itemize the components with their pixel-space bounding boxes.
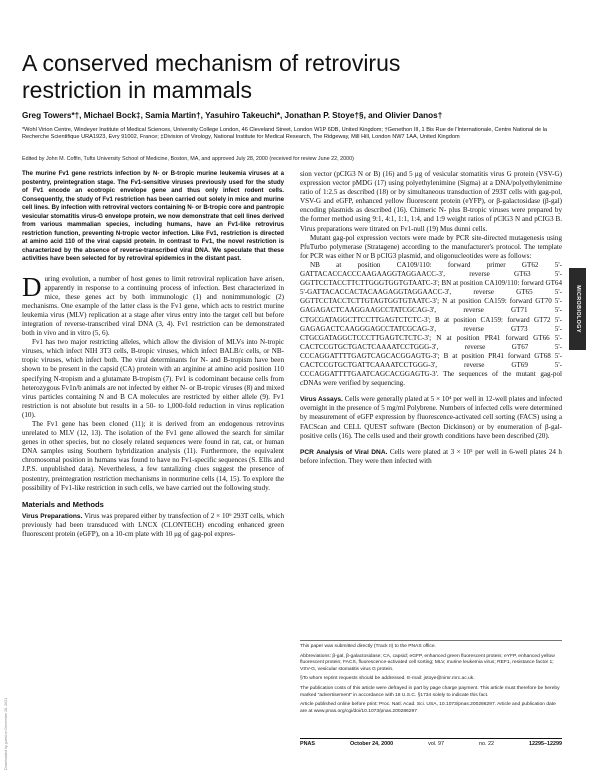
author-list: Greg Towers*†, Michael Bock‡, Samia Martin†, Yasuhiro Takeuchi*, Jonathan P. Stoye†§, and Olivier Danos† [22,111,443,120]
affiliations: *Wohl Virion Centre, Windeyer Institute of Medical Sciences, University College London, 46 Cleveland Street, London W1P 6DB, United Kingdom; †Genethon III, 1 Bis Rue de l'Internationale, Centre National de la Recherche Scientifique URA1923, Evry 91002, France; ‡Division of Virology, National Institute for Medical Research, The Ridgeway, Mill Hill, London NW7 1AA, United Kingdom [22,127,547,141]
mutagenesis-paragraph: Mutant gag-pol expression vectors were made by PCR site-directed mutagenesis using PfuTurbo polymerase (Stratagene) according to the manufacturer's protocol. The template for PCR was either N or B pCIG3 plasmid, and oligonucleotides were as follows: [300,233,562,260]
pcr-analysis-paragraph [300,448,562,466]
virus-preparations-paragraph [22,512,284,539]
right-column [300,170,562,466]
primer-list-paragraph: NB at position CA109/110: forward primer GT62 5'-GATTACACCACCCAAGAAGGTAGGAACC-3', reverse GT63 5'-GGTTCCTACCTTCTTGGGTGGTGTAATC-3'; BN at position CA109/110: forward GT64 5'-GATTACACCACTACAAGAGGTAGGAACC-3', reverse GT65 5'-GGTTCCTACCTCTTGTAGTGGTGTAATC-3'; N at position CA159: forward GT70 5'-GAGAGACTCAAGGAAGCCTATCGCAG-3', reverse GT71 5'-CTGCGATAGGCTTCCTTGAGTCTCTC-3'; B at position CA159: forward GT72 5'-GAGAGACTCAAGGGAGCCTATCGCAG-3', reverse GT73 5'-CTGCGATAGGCTCCCTTGAGTCTCTC-3'; N at position PR41 forward GT66 5'-CACTCCGTGCTGACTCAAAATCCTGGG-3', reverse GT67 5'-CCCAGGATTTTGAGTCAGCACGGAGTG-3'; B at position PR41 forward GT68 5'-CACTCCGTGCTGATTCAAAATCCTGGG-3', reverse GT69 5'-CCCAGGATTTTGAATCAGCACGGAGTG-3'. The sequences of the mutant gag-pol cDNAs were verified by sequencing. [300,260,562,388]
intro-paragraph-2: Fv1 has two major restricting alleles, which allow the division of MLVs into N-tropic viruses, which infect NIH 3T3 cells, B-tropic viruses, which infect BALB/c cells, or NB-tropic viruses, which infect both. The viral determinants for N- and B-tropism have been shown to be present in the capsid (CA) protein with an arginine at amino acid position 110 specifying N-tropism and a glutamate B-tropism (7). Fv1 is codominant because cells from heterozygous Fv1n/b animals are not infected by either N- or B-tropic viruses (8) and mixed virus particles containing N and B CA molecules are restricted by either allele (9). Fv1 restriction is not absolute but results in a 50- to 1,000-fold reduction in virus replication (10). [22,338,285,419]
left-column [22,170,284,539]
virus-assays-paragraph [300,395,562,440]
footnote: The publication costs of this article were defrayed in part by page charge payment. This article must therefore be hereby marked "advertisement" in accordance with 18 U.S.C. §1734 solely to indicate this fact. [300,685,560,698]
intro-paragraph-1-text: uring evolution, a number of host genes to limit retroviral replication have arisen, apparently in response to a continuing process of infection. Best characterized in mice, these genes act by both immunologic (1) and nonimmunologic (2) mechanisms. One example of the latter class is the Fv1 gene, which acts to restrict murine leukemia virus (MLV) replication at a stage after virus entry into the target cell but before integration of reverse-transcribed viral DNA (3, 4). Fv1 restriction can be demonstrated both in vivo and in vitro (5, 6). [22,274,284,338]
methods-continued-paragraph: sion vector (pCIG3 N or B) (16) and 5 μg of vesicular stomatitis virus G protein (VSV-G) expression vector pMDG (17) using polyethylenimine (Sigma) at a DNA/polyethylenimine ratio of 1:2.5 as described (18) or by simultaneous transduction of 293T cells with gag-pol, VSV-G and eGFP, enhanced yellow fluorescent protein (eYFP), or β-galactosidase (β-gal) encoding plasmids as described (16). Chimeric N- plus B-tropic viruses were prepared by the former method using 9:1, 4:1, 1:1, 1:4, and 1:9 weight ratios of pCIG3 N and pCIG3 B. Virus preparations were titrated on Fv1-null (19) Mus dunni cells. [300,170,562,233]
virus-preparations-text: Virus was prepared either by transfection of 2 × 10⁶ 293T cells, which previously had been transduced with LNCX (CLONTECH) encoding enhanced green fluorescent protein (eGFP), on a 10-cm plate with 10 μg of gag-pol expres- [22,511,284,539]
article-title: A conserved mechanism of retrovirus restriction in mammals [22,50,401,103]
virus-assays-text: Cells were generally plated at 5 × 10⁴ per well in 12-well plates and infected overnight in the presence of 5 mg/ml Polybrene. Numbers of infected cells were determined by measurement of eGFP expression by fluorescence-activated cell sorting (FACS) using a FACScan and CELL QUEST software (Becton Dickinson) or by enumeration of β-gal-positive cells (16). The cells used and their growth conditions have been described (20). [300,395,562,440]
footnote: This paper was submitted directly (Track II) to the PNAS office. [300,644,436,649]
pcr-analysis-label: PCR Analysis of Viral DNA. [300,448,388,456]
virus-preparations-label: Virus Preparations. [22,512,83,520]
virus-assays-label: Virus Assays. [300,396,343,404]
section-tab-label: MICROBIOLOGY [574,285,581,333]
download-stamp [4,697,12,770]
footnote: Abbreviations: β-gal, β-galactosidase; CA, capsid; eGFP, enhanced green fluorescent protein; eYFP, enhanced yellow fluorescent protein; FACS, fluorescence-activated cell sorting; MLV, murine leukemia virus; REF1, resistance factor 1; VSV-G, vesicular stomatitis virus G protein. [300,653,555,672]
footnote: §To whom reprint requests should be addressed. E-mail: jstoye@nimr.mrc.ac.uk. [300,676,475,682]
footnote: Article published online before print: Proc. Natl. Acad. Sci. USA, 10.1073/pnas.200286297. Article and publication date are at www.pnas.org/cgi/doi/10.1073/pnas.200286297 [300,702,556,714]
methods-heading: Materials and Methods [22,499,104,509]
edited-by-line: Edited by John M. Coffin, Tufts University School of Medicine, Boston, MA, and approved July 28, 2000 (received for review June 22, 2000) [22,156,354,162]
download-stamp-text: Downloaded by guest on December 28, 2021 [4,697,8,770]
section-tab [569,268,586,350]
issue-number: no. 22 [478,741,494,747]
abstract: The murine Fv1 gene restricts infection by N- or B-tropic murine leukemia viruses at a postentry, preintegration stage. The Fv1-sensitive viruses previously used for the study of Fv1 encode an ecotropic envelope gene and thus only infect rodent cells. Consequently, the study of Fv1 restriction has been carried out solely in mice and murine cell lines. By infection with retroviral vectors containing N- or B-tropic core and pantropic vesicular stomatitis virus-G envelope protein, we now demonstrate that cell lines derived from various mammalian species, including humans, have an Fv1-like retrovirus restriction function, preventing N-tropic vector infection. Like Fv1, restriction is directed at amino acid 110 of the viral capsid protein. In contrast to Fv1, the novel restriction is characterized by the absence of reverse-transcribed viral DNA. We speculate that these activities have been selected for by retroviral epidemics in the distant past. [22,170,284,262]
page-footer [300,738,562,751]
issue-date: October 24, 2000 [349,741,394,747]
intro-paragraph-1 [22,271,284,339]
volume: vol. 97 [428,741,444,747]
journal-name: PNAS [300,741,315,747]
footnotes [300,640,562,718]
page-range: 12295–12299 [528,741,562,747]
drop-cap: D [22,271,42,302]
intro-paragraph-3: The Fv1 gene has been cloned (11); it is derived from an endogenous retrovirus unrelated to MLV (12, 13). The isolation of the Fv1 gene allowed the search for similar genes in other species, but no closely related sequences were found in rat, cat, or human DNA samples using Southern hybridization analysis (11). Furthermore, the equivalent chromosomal position in humans was found to have no Fv1-specific sequences (S. Ellis and J.P.S. unpublished data). Nevertheless, a few tantalizing clues suggest the presence of postentry, preintegration restriction mechanisms in nonmurine cells (14, 15). To explore the possibility of Fv1-like restriction in such cells, we have carried out the following study. [22,420,284,492]
pcr-analysis-text: Cells were plated at 3 × 10⁵ per well in 6-well plates 24 h before infection. They were then infected with [300,447,562,465]
